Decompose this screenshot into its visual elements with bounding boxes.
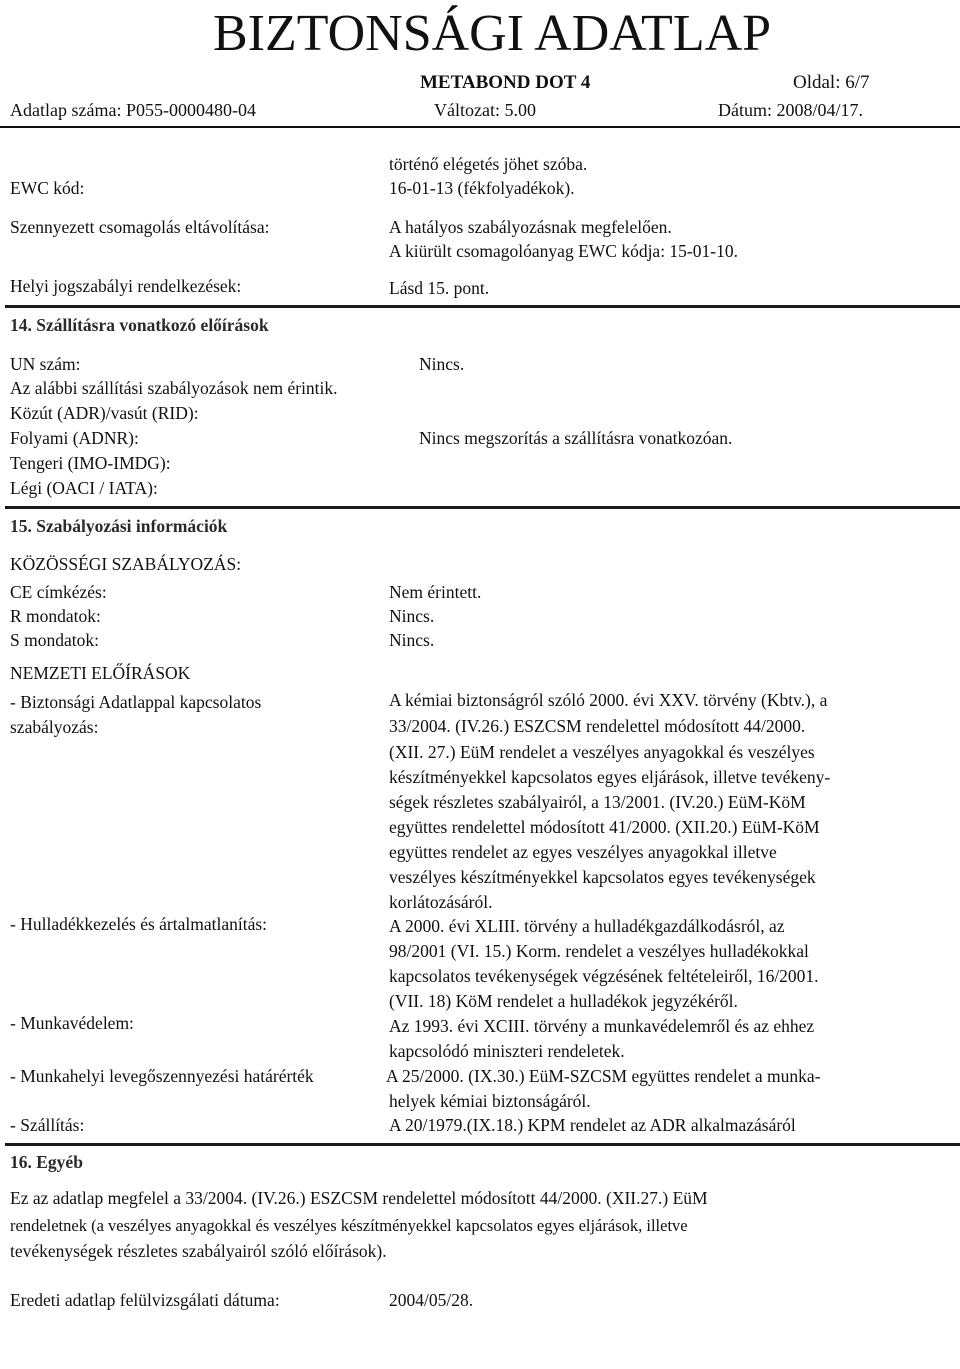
other-info-line: tevékenységek részletes szabályairól szóló előírások). [10,1241,387,1261]
community-heading: KÖZÖSSÉGI SZABÁLYOZÁS: [10,554,242,574]
ewc-label: EWC kód: [10,178,85,198]
version: Változat: 5.00 [434,100,536,120]
other-info-line: Ez az adatlap megfelel a 33/2004. (IV.26.) ESZCSM rendelettel módosított 44/2000. (XII.27.) EüM [10,1188,708,1208]
local-regulations-value: Lásd 15. pont. [389,278,490,298]
sds-regulation-line: együttes rendelettel módosított 41/2000. (XII.20.) EüM-KöM [389,817,820,837]
sea-label: Tengeri (IMO-IMDG): [10,453,171,473]
air-label: Légi (OACI / IATA): [10,478,158,498]
transport-regulation-value: A 20/1979.(IX.18.) KPM rendelet az ADR alkalmazásáról [389,1115,796,1135]
un-number-label: UN szám: [10,354,81,374]
national-heading: NEMZETI ELŐÍRÁSOK [10,663,191,683]
safety-line: kapcsolódó miniszteri rendeletek. [389,1041,625,1061]
waste-line: (VII. 18) KöM rendelet a hulladékok jegyzékéről. [389,991,738,1011]
waste-line: A 2000. évi XLIII. törvény a hulladékgazdálkodásról, az [389,916,785,936]
revision-date: Dátum: 2008/04/17. [718,100,863,120]
sds-regulation-line: korlátozásáról. [389,892,493,912]
transport-note: Az alábbi szállítási szabályozások nem érintik. [10,378,338,398]
river-label: Folyami (ADNR): [10,428,139,448]
r-phrases-value: Nincs. [389,606,435,626]
section-15-heading: 15. Szabályozási információk [10,516,228,536]
product-name: METABOND DOT 4 [420,72,591,93]
sds-regulation-line: veszélyes készítményekkel kapcsolatos egyes tevékenységek [389,867,816,887]
waste-label: - Hulladékkezelés és ártalmatlanítás: [10,914,268,934]
section-15-bar [5,506,960,509]
review-date-label: Eredeti adatlap felülvizsgálati dátuma: [10,1290,280,1310]
section-16-bar [5,1143,960,1146]
air-limit-line: A 25/2000. (IX.30.) EüM-SZCSM együttes rendelet a munka- [386,1066,821,1086]
header-divider [0,126,960,128]
s-phrases-value: Nincs. [389,630,435,650]
waste-line: 98/2001 (VI. 15.) Korm. rendelet a veszélyes hulladékokkal [389,941,809,961]
sds-regulation-line: együttes rendelet az egyes veszélyes anyagokkal illetve [389,842,777,862]
section-14-bar [5,305,960,308]
review-date-value: 2004/05/28. [389,1290,474,1310]
transport-value: Nincs megszorítás a szállításra vonatkozóan. [419,428,733,448]
safety-line: Az 1993. évi XCIII. törvény a munkavédelemről és az ehhez [389,1016,815,1036]
packaging-value-1: A hatályos szabályozásnak megfelelően. [389,217,672,237]
road-rail-label: Közút (ADR)/vasút (RID): [10,403,199,423]
sds-regulation-line: ségek részletes szabályairól, a 13/2001. (IV.20.) EüM-KöM [389,792,806,812]
section-16-heading: 16. Egyéb [10,1152,83,1172]
packaging-label: Szennyezett csomagolás eltávolítása: [10,217,270,237]
air-limit-line: helyek kémiai biztonságáról. [389,1091,591,1111]
other-info-line: rendeletnek (a veszélyes anyagokkal és veszélyes készítményekkel kapcsolatos egyes eljárások, illetve [10,1216,688,1235]
safety-label: - Munkavédelem: [10,1013,134,1033]
ce-label: CE címkézés: [10,582,107,602]
waste-line: kapcsolatos tevékenységek végzésének feltételeiről, 16/2001. [389,966,819,986]
page-number: Oldal: 6/7 [793,72,870,93]
sds-regulation-line: A kémiai biztonságról szóló 2000. évi XXV. törvény (Kbtv.), a [389,690,828,710]
local-regulations-label: Helyi jogszabályi rendelkezések: [10,276,242,296]
document-title: BIZTONSÁGI ADATLAP [213,5,772,62]
sds-regulation-line: (XII. 27.) EüM rendelet a veszélyes anyagokkal és veszélyes [389,742,815,762]
ewc-value: 16-01-13 (fékfolyadékok). [389,178,575,198]
un-number-value: Nincs. [419,354,465,374]
sds-regulation-label-1: - Biztonsági Adatlappal kapcsolatos [10,692,262,712]
ce-value: Nem érintett. [389,582,482,602]
s-phrases-label: S mondatok: [10,630,99,650]
packaging-value-2: A kiürült csomagolóanyag EWC kódja: 15-01-10. [389,241,738,261]
sds-regulation-label-2: szabályozás: [10,717,99,737]
section-14-heading: 14. Szállításra vonatkozó előírások [10,315,269,335]
sds-regulation-line: 33/2004. (IV.26.) ESZCSM rendelettel módosított 44/2000. [389,716,806,736]
continuation-text: történő elégetés jöhet szóba. [389,154,588,174]
sds-regulation-line: készítményekkel kapcsolatos egyes eljárások, illetve tevékeny- [389,767,831,787]
transport-regulation-label: - Szállítás: [10,1115,85,1135]
r-phrases-label: R mondatok: [10,606,101,626]
air-limit-label: - Munkahelyi levegőszennyezési határérték [10,1066,314,1086]
sheet-number: Adatlap száma: P055-0000480-04 [10,100,256,120]
